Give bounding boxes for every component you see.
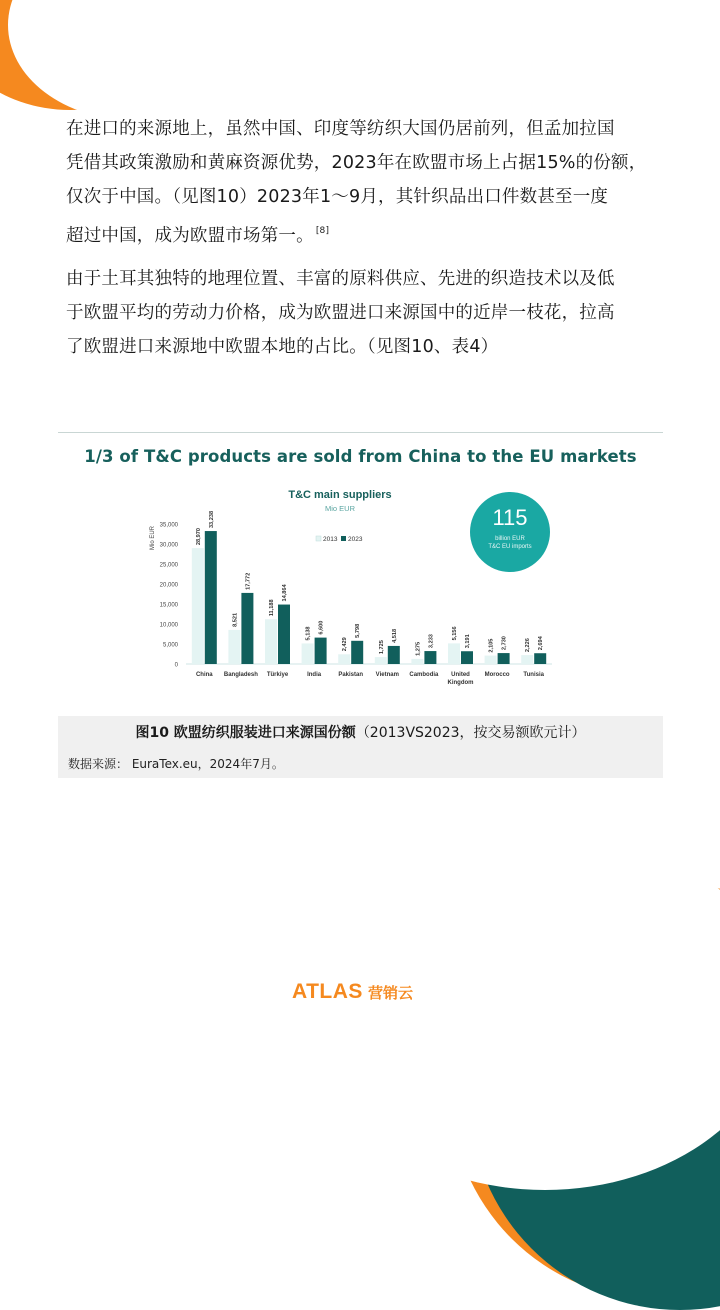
x-tick-label: Tunisia (523, 672, 544, 678)
data-label: 28,970 (195, 528, 202, 546)
x-tick-label: Türkiye (266, 672, 289, 678)
x-tick-label: Vietnam (375, 672, 399, 678)
y-tick-label: 20,000 (159, 582, 178, 589)
bar-2023-united-kingdom (461, 651, 473, 664)
bar-2013-tunisia (521, 655, 533, 664)
data-label: 11,188 (269, 599, 275, 617)
bar-2013-pakistan (338, 654, 350, 664)
paragraph-1 (66, 112, 666, 253)
legend-swatch (316, 536, 321, 541)
data-label: 2,226 (525, 638, 532, 653)
data-label: 5,138 (305, 626, 312, 641)
legend-label: 2013 (323, 536, 338, 543)
bar-2023-morocco (498, 653, 510, 664)
data-label: 33,238 (208, 510, 215, 529)
bar-2023-vietnam (388, 646, 400, 664)
paragraph-line: 在进口的来源地上，虽然中国、印度等纺织大国仍居前列，但孟加拉国 (66, 119, 615, 139)
data-label: 14,864 (282, 584, 288, 602)
figure-caption-title: 图10 欧盟纺织服装进口来源国份额 (135, 725, 356, 741)
bar-2013-vietnam (375, 657, 387, 664)
bar-2023-tunisia (534, 653, 546, 664)
paragraph-line: 仅次于中国。（见图10）2023年1～9月，其针织品出口件数甚至一度 (66, 187, 609, 207)
imports-badge-value: 115 (492, 505, 528, 530)
imports-badge-circle (470, 492, 550, 572)
bar-2023-china (205, 531, 217, 664)
imports-badge-line1: billion EUR (495, 536, 525, 542)
bar-2013-china (192, 548, 204, 664)
x-tick-label: Morocco (484, 672, 510, 678)
bar-2013-cambodia (411, 659, 423, 664)
x-tick-label: Bangladesh (223, 672, 258, 678)
figure-headline: 1/3 of T&C products are sold from China to the EU markets (84, 447, 637, 466)
data-label: 3,191 (465, 634, 471, 649)
x-tick-label: Pakistan (338, 672, 364, 678)
x-tick-label: United (451, 672, 470, 678)
data-label: 2,105 (488, 638, 495, 653)
paragraph-line: 凭借其政策激励和黄麻资源优势，2023年在欧盟市场上占据15%的份额， (66, 153, 647, 173)
logo-chinese: 营销云 (367, 984, 413, 1002)
paragraph-line-with-footnote (66, 214, 666, 253)
bar-2013-morocco (485, 656, 497, 664)
chart-subtitle: Mio EUR (324, 504, 356, 513)
y-tick-label: 15,000 (159, 602, 178, 609)
logo-text: ATLAS (292, 980, 363, 1003)
data-label: 5,156 (452, 626, 458, 641)
legend-label: 2023 (348, 536, 363, 543)
figure-10 (58, 432, 663, 717)
data-label: 3,233 (428, 634, 435, 649)
bar-2023-india (315, 638, 327, 664)
data-label: 2,429 (342, 637, 349, 652)
bar-chart (58, 433, 663, 717)
bar-2023-pakistan (351, 641, 363, 664)
y-tick-label: 25,000 (159, 562, 178, 569)
chart-title: T&C main suppliers (288, 489, 392, 501)
data-label: 1,725 (378, 640, 385, 655)
figure-caption-note: （2013VS2023，按交易额欧元计） (355, 725, 586, 741)
figure-caption-box (58, 716, 663, 778)
y-tick-label: 10,000 (159, 622, 178, 629)
data-label: 5,798 (355, 623, 362, 638)
y-tick-label: 30,000 (159, 542, 178, 549)
data-label: 2,730 (501, 636, 508, 651)
data-label: 8,521 (232, 612, 239, 627)
x-tick-label: China (195, 672, 213, 678)
bar-2013-türkiye (265, 619, 277, 664)
data-source: 数据来源： EuraTex.eu，2024年7月。 (68, 757, 284, 771)
y-axis-label: Mio EUR (150, 525, 156, 551)
data-label: 6,600 (318, 620, 325, 635)
y-tick-label: 5,000 (162, 642, 178, 649)
bar-2023-cambodia (424, 651, 436, 664)
data-label: 2,694 (538, 636, 545, 651)
page-number: 14 (646, 1000, 660, 1013)
data-label: 17,772 (245, 572, 252, 590)
data-label: 1,275 (415, 641, 422, 656)
paragraph-line: 于欧盟平均的劳动力价格，成为欧盟进口来源国中的近岸一枝花，拉高 (66, 303, 615, 323)
paragraph-line: 了欧盟进口来源地中欧盟本地的占比。（见图10、表4） (66, 337, 499, 357)
paragraph-line: 由于土耳其独特的地理位置、丰富的原料供应、先进的织造技术以及低 (66, 269, 615, 289)
y-tick-label: 35,000 (159, 522, 178, 529)
y-tick-label: 0 (174, 662, 178, 669)
imports-badge-line2: T&C EU imports (488, 544, 532, 550)
x-tick-label: Cambodia (409, 672, 439, 678)
paragraph-2 (66, 262, 666, 364)
footnote-ref[interactable]: [8] (315, 226, 330, 236)
legend-swatch (341, 536, 346, 541)
bar-2023-türkiye (278, 605, 290, 664)
atlas-logo (292, 978, 413, 1006)
figure-caption (58, 722, 663, 742)
bar-2023-bangladesh (241, 593, 253, 664)
bar-2013-united-kingdom (448, 643, 460, 664)
x-tick-label: Kingdom (447, 680, 474, 686)
paragraph-line: 超过中国，成为欧盟市场第一。 (66, 226, 314, 246)
data-label: 4,518 (391, 628, 398, 643)
bar-2013-bangladesh (228, 630, 240, 664)
x-tick-label: India (307, 672, 322, 678)
bar-2013-india (302, 643, 314, 664)
